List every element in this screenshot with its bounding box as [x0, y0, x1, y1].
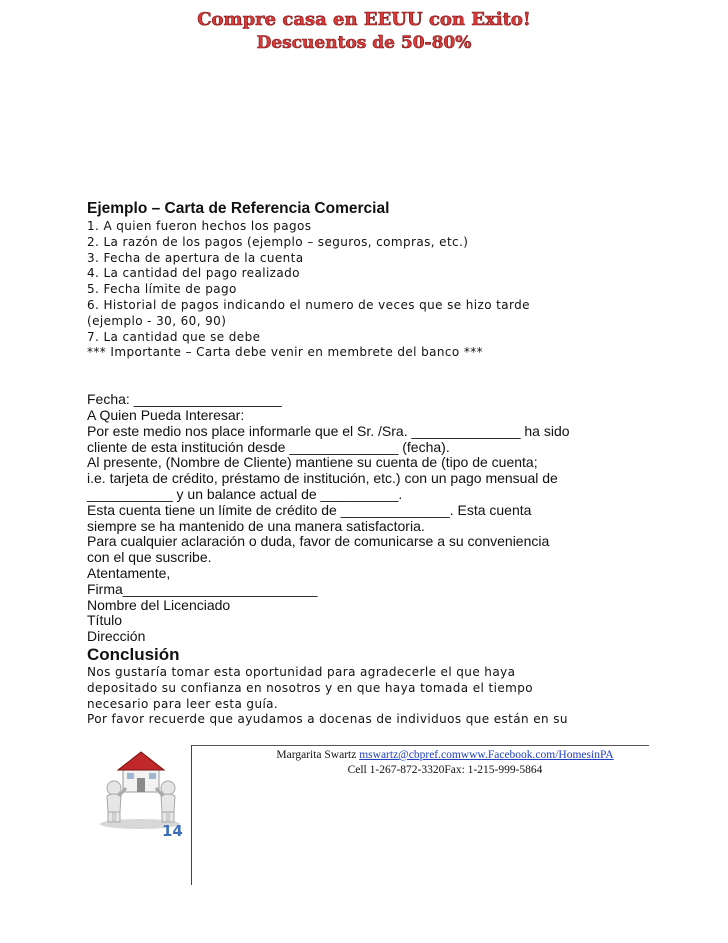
letter-line: Dirección	[87, 628, 146, 645]
paragraph-line: necesario para leer esta guía.	[87, 696, 279, 711]
list-item: (ejemplo - 30, 60, 90)	[87, 313, 227, 328]
letter-line: Por este medio nos place informarle que el Sr. /Sra. ______________ ha sido	[87, 422, 570, 439]
list-item: 7. La cantidad que se debe	[87, 329, 261, 344]
list-item: 3. Fecha de apertura de la cuenta	[87, 250, 304, 265]
letter-line: Firma_________________________	[87, 580, 318, 597]
footer-divider	[192, 745, 649, 746]
page-number: 14	[162, 822, 183, 840]
requirements-list	[87, 219, 647, 361]
header-title: Compre casa en EEUU con Exito!	[197, 9, 531, 30]
important-note: *** Importante – Carta debe venir en membrete del banco ***	[87, 345, 484, 360]
letter-line: Para cualquier aclaración o duda, favor de comunicarse a su conveniencia	[87, 533, 550, 550]
paragraph-line: depositado su confianza en nosotros y en que haya tomada el tiempo	[87, 680, 533, 695]
letter-line: ___________ y un balance actual de __________.	[87, 485, 403, 502]
letter-line: siempre se ha mantenido de una manera satisfactoria.	[87, 517, 425, 534]
people-carrying-house-icon	[90, 748, 190, 830]
list-item: 6. Historial de pagos indicando el numero de veces que se hizo tarde	[87, 297, 530, 312]
footer-phone-line: Cell 1-267-872-3320Fax: 1-215-999-5864	[347, 764, 543, 776]
spacer	[87, 361, 647, 392]
paragraph-line: Nos gustaría tomar esta oportunidad para agradecerle el que haya	[87, 664, 516, 679]
letter-line: Esta cuenta tiene un límite de crédito de ______________. Esta cuenta	[87, 501, 532, 518]
section-title-conclusion: Conclusión	[87, 644, 180, 664]
footer-contact-line	[230, 749, 660, 761]
letter-line: A Quien Pueda Interesar:	[87, 406, 245, 423]
list-item: 2. La razón de los pagos (ejemplo – seguros, compras, etc.)	[87, 234, 469, 249]
page-body	[87, 199, 647, 728]
letter-line: Al presente, (Nombre de Cliente) mantiene su cuenta de (tipo de cuenta;	[87, 454, 538, 471]
list-item: 1. A quien fueron hechos los pagos	[87, 219, 312, 233]
footer-name: Margarita Swartz	[276, 749, 357, 761]
footer-vertical-divider	[191, 745, 192, 885]
list-item: 5. Fecha límite de pago	[87, 282, 237, 297]
letter-line: con el que suscribe.	[87, 549, 212, 566]
list-item: 4. La cantidad del pago realizado	[87, 266, 300, 281]
letter-line: cliente de esta institución desde ______________ (fecha).	[87, 438, 450, 455]
letter-line: Nombre del Licenciado	[87, 596, 231, 613]
letter-line: Título	[87, 612, 123, 629]
paragraph-line: Por favor recuerde que ayudamos a docenas de individuos que están en su	[87, 712, 568, 727]
section-title-ejemplo: Ejemplo – Carta de Referencia Comercial	[87, 200, 390, 217]
letter-template	[87, 392, 647, 645]
letter-line: Atentamente,	[87, 564, 171, 581]
letter-line: i.e. tarjeta de crédito, préstamo de institución, etc.) con un pago mensual de	[87, 470, 558, 487]
header-subtitle: Descuentos de 50-80%	[256, 33, 472, 53]
conclusion-text	[87, 665, 647, 728]
letter-line: Fecha: ___________________	[87, 391, 282, 408]
footer-links[interactable]: mswartz@cbpref.comwww.Facebook.com/HomesinPA	[359, 749, 614, 761]
